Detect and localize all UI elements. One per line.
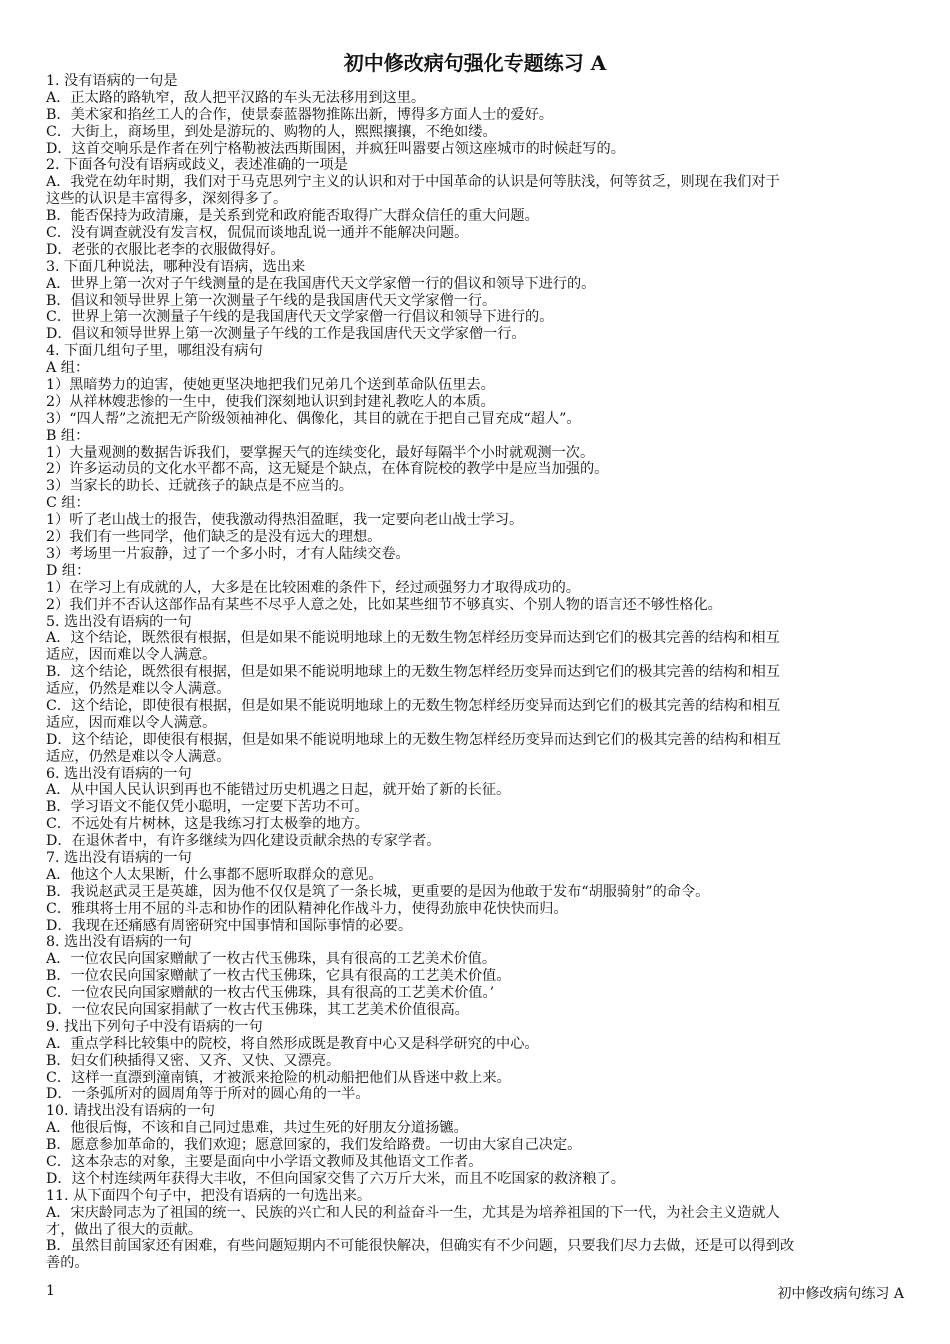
text-line: D．这首交响乐是作者在列宁格勒被法西斯围困，并疯狂叫嚣要占领这座城市的时候赶写的。 [46, 140, 625, 157]
text-line: D．一条弧所对的圆周角等于所对的圆心角的一半。 [46, 1086, 370, 1103]
text-line: B．这个结论，既然很有根据，但是如果不能说明地球上的无数生物怎样经历变异而达到它们的极其完善的结构和相互 [46, 664, 780, 681]
text-line: B．虽然目前国家还有困难，有些问题短期内不可能很快解决，但确实有不少问题，只要我们尽力去做，还是可以得到改 [46, 1238, 795, 1255]
text-line: B．愿意参加革命的，我们欢迎；愿意回家的，我们发给路费。一切由大家自己决定。 [46, 1137, 582, 1154]
text-line: 1. 没有语病的一句是 [46, 73, 178, 89]
text-line: 3）“四人帮”之流把无产阶级领袖神化、偶像化，其目的就在于把自己冒充成“超人”。 [46, 410, 581, 427]
text-line: 2）从祥林嫂悲惨的一生中，使我们深刻地认识到封建礼教吃人的本质。 [46, 393, 495, 410]
text-line: C．不远处有片树林，这是我练习打太极拳的地方。 [46, 816, 369, 833]
text-line: B．倡议和领导世界上第一次测量子午线的是我国唐代天文学家僧一行。 [46, 292, 497, 309]
text-line: A．这个结论，既然很有根据，但是如果不能说明地球上的无数生物怎样经历变异而达到它们的极其完善的结构和相互 [46, 630, 780, 647]
text-line: A．宋庆龄同志为了祖国的统一、民族的兴亡和人民的利益奋斗一生，尤其是为培养祖国的下一代，为社会主义造就人 [46, 1204, 780, 1221]
text-line: A．从中国人民认识到再也不能错过历史机遇之日起，就开始了新的长征。 [46, 782, 511, 799]
text-line: 8. 选出没有语病的一句 [46, 934, 192, 951]
text-line: 7. 选出没有语病的一句 [46, 849, 192, 866]
text-line: 适应，因而难以令人满意。 [46, 647, 217, 664]
text-line: A．正太路的路轨窄，敌人把平汉路的车头无法移用到这里。 [46, 89, 426, 106]
exercise-content [46, 73, 908, 1272]
text-line: D 组： [46, 562, 91, 579]
text-line: C．雅琪将士用不屈的斗志和协作的团队精神化作战斗力，使得劲旅申花快快而归。 [46, 900, 568, 917]
text-line: A 组： [46, 360, 90, 377]
text-line: D．在退休者中，有许多继续为四化建设贡献余热的专家学者。 [46, 833, 441, 850]
text-line: 9. 找出下列句子中没有语病的一句 [46, 1018, 263, 1035]
text-line: B．一位农民向国家赠献了一枚古代玉佛珠，它具有很高的工艺美术价值。 [46, 968, 511, 985]
text-line: 1）在学习上有成就的人，大多是在比较困难的条件下，经过顽强努力才取得成功的。 [46, 579, 580, 596]
text-line: 这些的认识是丰富得多，深刻得多了。 [46, 191, 288, 208]
page-title: 初中修改病句强化专题练习 A [343, 51, 607, 75]
text-line: 4. 下面几组句子里，哪组没有病句 [46, 343, 263, 360]
text-line: A．他这个人太果断，什么事都不愿听取群众的意见。 [46, 866, 383, 883]
text-line: D．倡议和领导世界上第一次测量子午线的工作是我国唐代天文学家僧一行。 [46, 326, 526, 343]
text-line: D．这个结论，即使很有根据，但是如果不能说明地球上的无数生物怎样经历变异而达到它们的极其完善的结构和相互 [46, 731, 781, 748]
text-line: D．我现在还痛感有周密研究中国事情和国际事情的必要。 [46, 917, 413, 934]
text-line: C．这个结论，即使很有根据，但是如果不能说明地球上的无数生物怎样经历变异而达到它们的极其完善的结构和相互 [46, 697, 781, 714]
text-line: 适应，仍然是难以令人满意。 [46, 681, 231, 698]
text-line: D．老张的衣服比老李的衣服做得好。 [46, 241, 285, 258]
text-line: 6. 选出没有语病的一句 [46, 765, 192, 782]
text-line: B．能否保持为政清廉，是关系到党和政府能否取得广大群众信任的重大问题。 [46, 208, 539, 225]
text-line: A．我党在幼年时期，我们对于马克思列宁主义的认识和对于中国革命的认识是何等肤浅，何等贫乏，则现在我们对于 [46, 174, 780, 191]
text-line: C．大街上，商场里，到处是游玩的、购物的人，熙熙攘攘，不绝如缕。 [46, 123, 497, 140]
text-line: 3）考场里一片寂静，过了一个多小时，才有人陆续交卷。 [46, 545, 410, 562]
text-line: D．一位农民向国家捐献了一枚古代玉佛珠，其工艺美术价值很高。 [46, 1001, 469, 1018]
text-line: C．一位农民向国家赠献的一枚古代玉佛珠，具有很高的工艺美术价值。’ [46, 985, 495, 1002]
text-line: 2）许多运动员的文化水平都不高，这无疑是个缺点，在体育院校的教学中是应当加强的。 [46, 461, 609, 478]
text-line: C．没有调查就没有发言权，侃侃而谈地乱说一通并不能解决问题。 [46, 225, 469, 242]
footer-title: 初中修改病句练习 A [777, 1286, 904, 1302]
text-line: 1）大量观测的数据告诉我们，要掌握天气的连续变化，最好每隔半个小时就观测一次。 [46, 444, 595, 461]
text-line: 善的。 [46, 1255, 89, 1272]
text-line: C．世界上第一次测量子午线的是我国唐代天文学家僧一行倡议和领导下进行的。 [46, 309, 554, 326]
text-line: 1）黑暗势力的迫害，使她更坚决地把我们兄弟几个送到革命队伍里去。 [46, 377, 495, 394]
text-line: B．美术家和掐丝工人的合作，使景泰蓝器物推陈出新，博得多方面人士的爱好。 [46, 106, 553, 123]
text-line: 2. 下面各句没有语病或歧义，表述准确的一项是 [46, 157, 348, 174]
text-line: B．我说赵武灵王是英雄，因为他不仅仅是筑了一条长城，更重要的是因为他敢于发布“胡服骑射”的命令。 [46, 883, 710, 900]
text-line: 5. 选出没有语病的一句 [46, 613, 192, 630]
text-line: 2）我们并不否认这部作品有某些不尽乎人意之处，比如某些细节不够真实、个别人物的语言还不够性格化。 [46, 596, 722, 613]
text-line: 2）我们有一些同学，他们缺乏的是没有远大的理想。 [46, 529, 382, 546]
text-line: 3. 下面几种说法，哪种没有语病，选出来 [46, 258, 306, 275]
text-line: 适应，仍然是难以令人满意。 [46, 748, 231, 765]
text-line: D．这个村连续两年获得大丰收，不但向国家交售了六万斤大米，而且不吃国家的救济粮了。 [46, 1170, 625, 1187]
text-line: 1）听了老山战士的报告，使我激动得热泪盈眶，我一定要向老山战士学习。 [46, 512, 524, 529]
text-line: A．重点学科比较集中的院校，将自然形成既是教育中心又是科学研究的中心。 [46, 1035, 539, 1052]
text-line: A．世界上第一次对子午线测量的是在我国唐代天文学家僧一行的倡议和领导下进行的。 [46, 275, 596, 292]
text-line: 11. 从下面四个句子中，把没有语病的一句选出来。 [46, 1187, 372, 1204]
text-line: B．妇女们秧插得又密、又齐、又快、又漂亮。 [46, 1052, 341, 1069]
text-line: B．学习语文不能仅凭小聪明，一定要下苦功不可。 [46, 799, 369, 816]
text-line: A．他很后悔，不该和自己同过患难，共过生死的好朋友分道扬镳。 [46, 1120, 468, 1137]
text-line: C．这本杂志的对象，主要是面向中小学语文教师及其他语文工作者。 [46, 1154, 483, 1170]
text-line: 才，做出了很大的贡献。 [46, 1221, 203, 1238]
text-line: 10. 请找出没有语病的一句 [46, 1103, 215, 1120]
text-line: 3）当家长的助长、迁就孩子的缺点是不应当的。 [46, 478, 353, 495]
text-line: C．这样一直漂到潼南镇，才被派来抢险的机动船把他们从昏迷中救上来。 [46, 1069, 511, 1086]
text-line: A．一位农民向国家赠献了一枚古代玉佛珠，具有很高的工艺美术价值。 [46, 951, 497, 968]
text-line: 适应，因而难以令人满意。 [46, 714, 217, 731]
text-line: C 组： [46, 495, 90, 512]
page-number: 1 [46, 1283, 55, 1299]
text-line: B 组： [46, 427, 90, 444]
